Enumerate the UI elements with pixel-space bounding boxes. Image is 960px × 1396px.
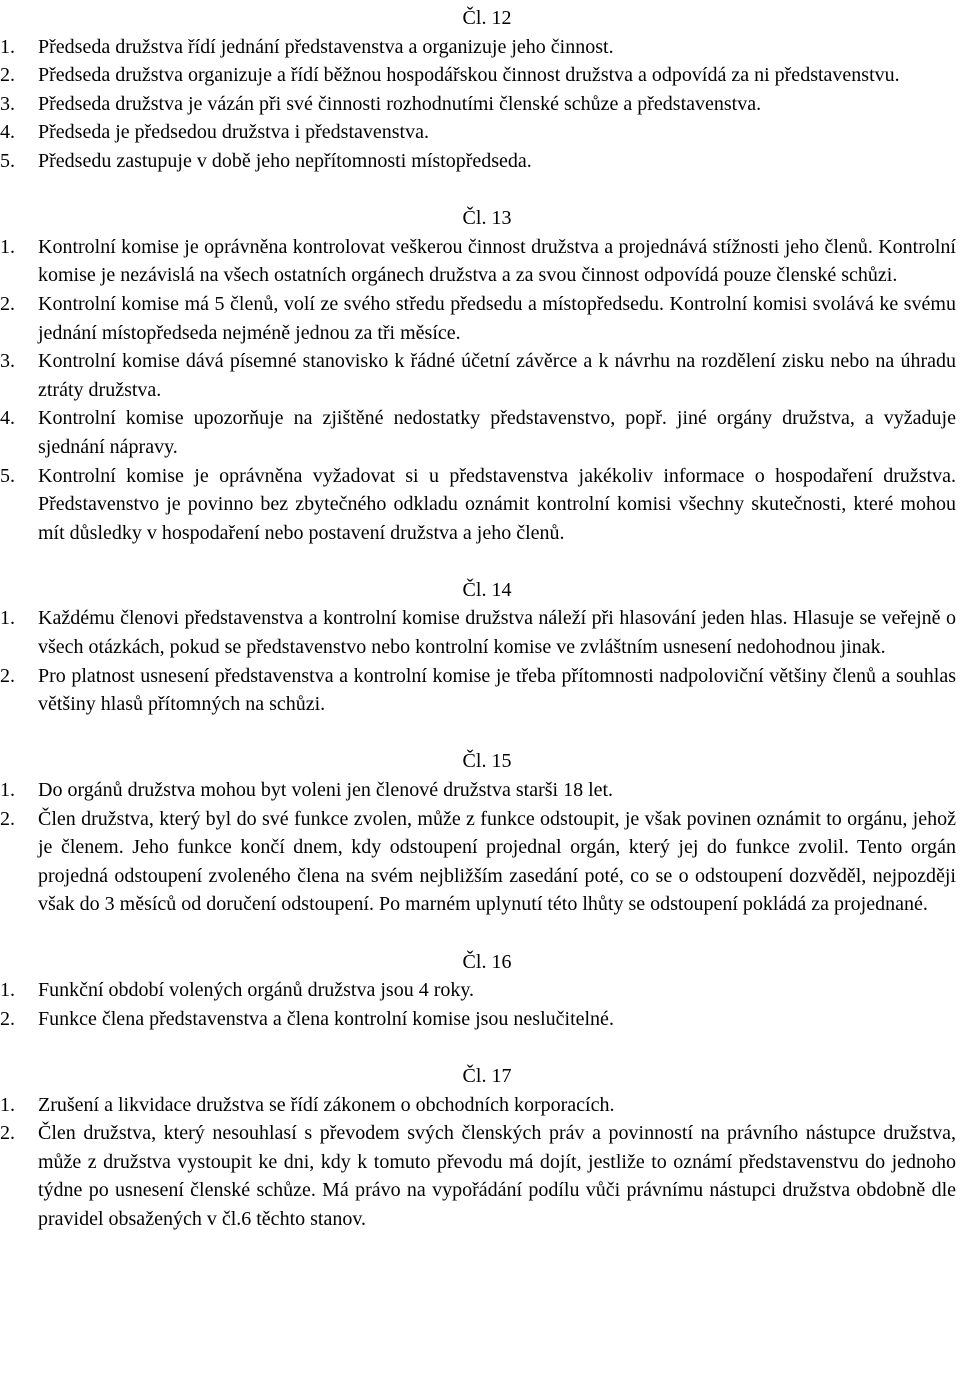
item-text: Předseda družstva řídí jednání představenstva a organizuje jeho činnost. <box>38 35 614 58</box>
article-12 <box>0 4 960 176</box>
item-number: 5. <box>0 149 15 172</box>
item-number: 2. <box>0 807 15 830</box>
item-number: 2. <box>0 292 15 315</box>
item-text: Člen družstva, který nesouhlasí s převodem svých členských práv a povinností na právního nástupce družstva, může z družstva vystoupit ke dni, kdy k tomuto převodu má dojít, jestliže to oznámí představenstvu do jednoho týdne po usnesení členské schůze. Má právo na vypořádání podílu vůči právnímu nástupci družstva obdobně dle pravidel obsažených v čl.6 těchto stanov. <box>38 1122 956 1230</box>
item-number: 1. <box>0 35 15 58</box>
article-item <box>0 805 960 919</box>
item-text: Kontrolní komise je oprávněna kontrolovat veškerou činnost družstva a projednává stížnosti jeho členů. Kontrolní komise je nezávislá na všech ostatních orgánech družstva a za svou činnost odpovídá pouze členské schůzi. <box>38 235 956 287</box>
item-text: Funkce člena představenstva a člena kontrolní komise jsou neslučitelné. <box>38 1007 614 1030</box>
item-text: Do orgánů družstva mohou byt voleni jen členové družstva starši 18 let. <box>38 779 614 802</box>
article-item <box>0 61 960 90</box>
article-item <box>0 462 960 548</box>
item-number: 1. <box>0 1093 15 1116</box>
article-item <box>0 233 960 290</box>
article-item <box>0 147 960 176</box>
article-item <box>0 1119 960 1233</box>
article-item <box>0 662 960 719</box>
item-number: 1. <box>0 235 15 258</box>
article-item <box>0 404 960 461</box>
item-number: 1. <box>0 607 15 630</box>
item-number: 3. <box>0 92 15 115</box>
article-heading: Čl. 16 <box>462 950 512 973</box>
article-item <box>0 976 960 1005</box>
article-item <box>0 290 960 347</box>
item-text: Předseda družstva je vázán při své činnosti rozhodnutími členské schůze a představenstva. <box>38 92 762 115</box>
article-item <box>0 90 960 119</box>
article-item <box>0 118 960 147</box>
article-16 <box>0 948 960 1034</box>
article-item <box>0 1091 960 1120</box>
item-number: 2. <box>0 1122 15 1145</box>
item-text: Předsedu zastupuje v době jeho nepřítomnosti místopředseda. <box>38 149 532 172</box>
item-number: 1. <box>0 779 15 802</box>
article-15 <box>0 747 960 919</box>
item-number: 3. <box>0 350 15 373</box>
item-text: Kontrolní komise má 5 členů, volí ze svého středu předsedu a místopředsedu. Kontrolní komisi svolává ke svému jednání místopředseda nejméně jednou za tři měsíce. <box>38 292 956 344</box>
item-number: 2. <box>0 664 15 687</box>
article-item <box>0 776 960 805</box>
item-number: 4. <box>0 121 15 144</box>
article-item <box>0 604 960 661</box>
item-text: Kontrolní komise upozorňuje na zjištěné nedostatky představenstvo, popř. jiné orgány družstva, a vyžaduje sjednání nápravy. <box>38 407 956 458</box>
item-text: Člen družstva, který byl do své funkce zvolen, může z funkce odstoupit, je však povinen oznámit to orgánu, jehož je členem. Jeho funkce končí dnem, kdy odstoupení projednal orgán, který jej do funkce zvolil. Tento orgán projedná odstoupení zvoleného člena na svém nejbližším zasedání poté, co se o odstoupení dozvěděl, nejpozději však do 3 měsíců od doručení odstoupení. Po marném uplynutí této lhůty se odstoupení pokládá za projednané. <box>38 807 956 916</box>
item-text: Funkční období volených orgánů družstva jsou 4 roky. <box>38 979 475 1002</box>
item-text: Zrušení a likvidace družstva se řídí zákonem o obchodních korporacích. <box>38 1093 615 1116</box>
item-number: 4. <box>0 407 15 430</box>
item-text: Předseda je předsedou družstva i představenstva. <box>38 121 429 144</box>
article-item <box>0 347 960 404</box>
item-text: Pro platnost usnesení představenstva a kontrolní komise je třeba přítomnosti nadpoloviční většiny členů a souhlas většiny hlasů přítomných na schůzi. <box>38 664 956 716</box>
article-heading: Čl. 15 <box>462 750 512 773</box>
item-number: 2. <box>0 1007 15 1030</box>
article-heading: Čl. 12 <box>462 7 512 29</box>
article-14 <box>0 576 960 719</box>
article-heading: Čl. 13 <box>462 207 512 230</box>
article-item <box>0 33 960 62</box>
article-17 <box>0 1062 960 1234</box>
item-text: Kontrolní komise je oprávněna vyžadovat si u představenstva jakékoliv informace o hospodaření družstva. Představenstvo je povinno bez zbytečného odkladu oznámit kontrolní komisi všechny skutečnosti, které mohou mít důsledky v hospodaření nebo postavení družstva a jeho členů. <box>38 464 956 544</box>
item-text: Kontrolní komise dává písemné stanovisko k řádné účetní závěrce a k návrhu na rozdělení zisku nebo na úhradu ztráty družstva. <box>38 350 956 401</box>
article-heading: Čl. 14 <box>462 578 512 601</box>
article-heading: Čl. 17 <box>462 1064 512 1087</box>
article-item <box>0 1005 960 1034</box>
item-text: Předseda družstva organizuje a řídí běžnou hospodářskou činnost družstva a odpovídá za ni představenstvu. <box>38 64 900 87</box>
item-number: 1. <box>0 979 15 1002</box>
item-text: Každému členovi představenstva a kontrolní komise družstva náleží při hlasování jeden hlas. Hlasuje se veřejně o všech otázkách, pokud se představenstvo nebo kontrolní komise ve zvláštním usnesení nedohodnou jinak. <box>38 607 956 659</box>
item-number: 5. <box>0 464 15 487</box>
article-13 <box>0 204 960 547</box>
item-number: 2. <box>0 64 15 87</box>
